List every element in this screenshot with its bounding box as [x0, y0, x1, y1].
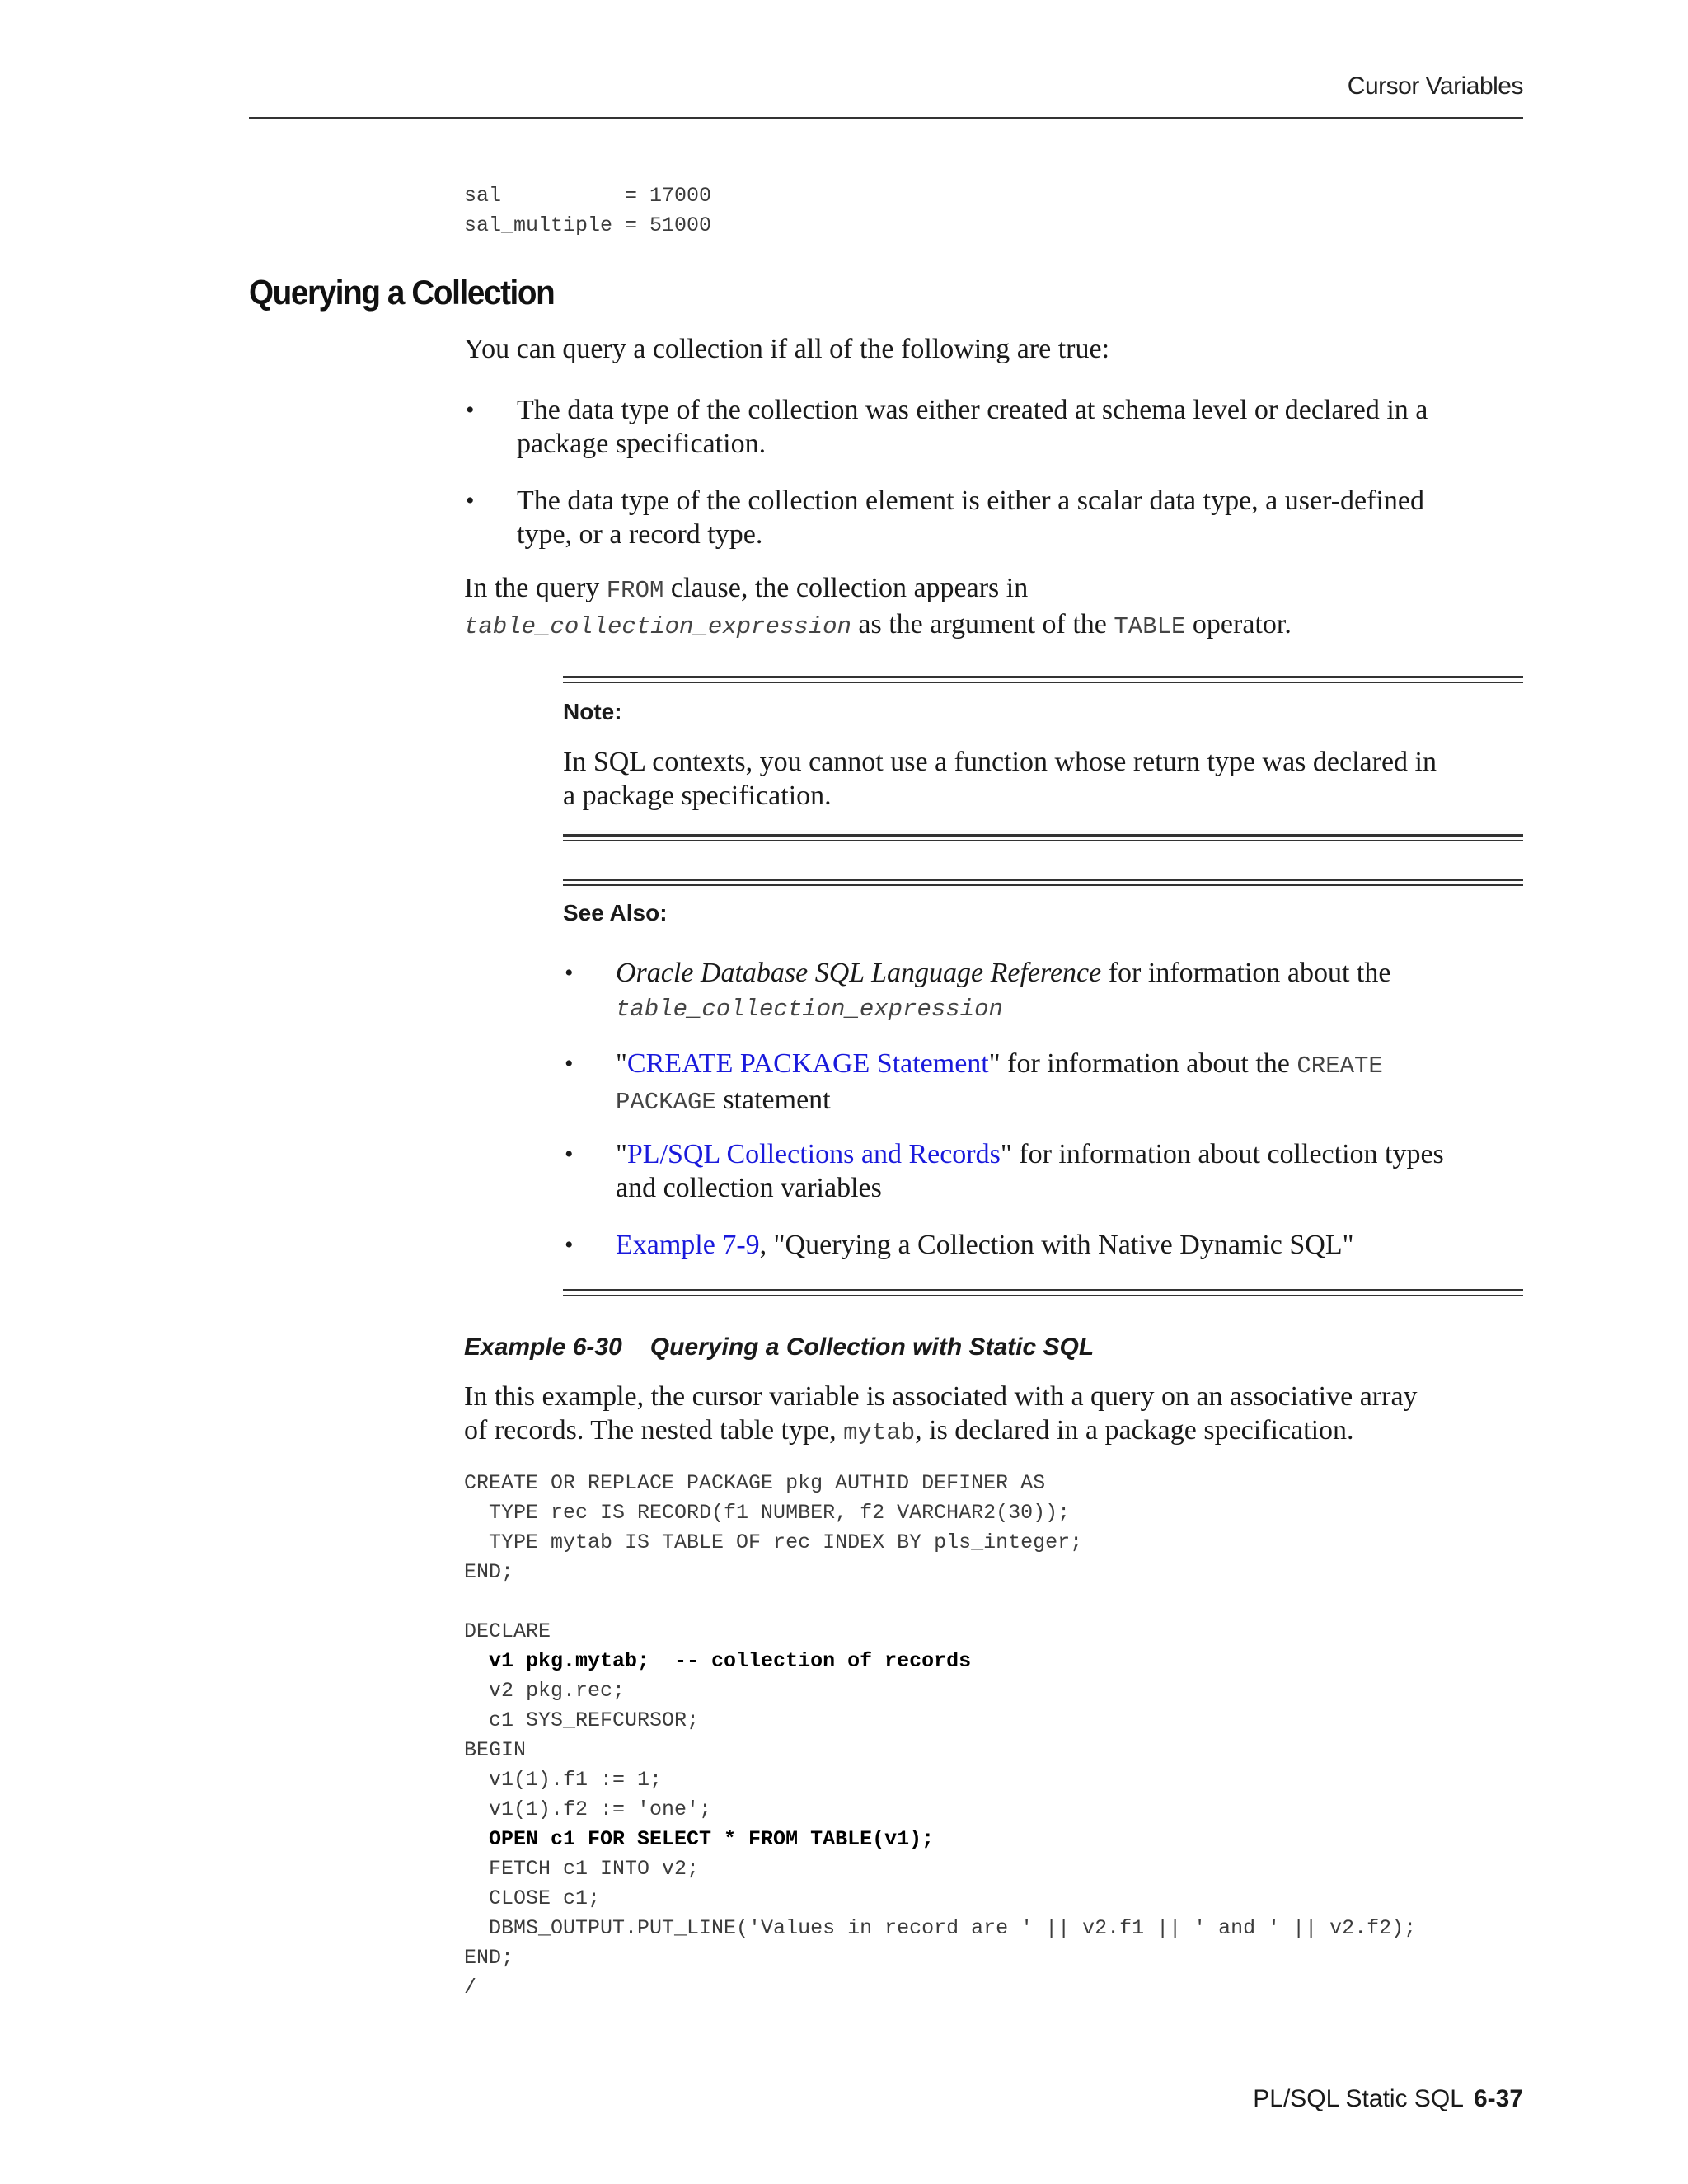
inline-code: CREATE	[1296, 1052, 1383, 1080]
bullet-line: The data type of the collection element is either a scalar data type, a user-defined	[517, 485, 1424, 516]
item-line: and collection variables	[616, 1173, 882, 1203]
note-line: In SQL contexts, you cannot use a function whose return type was declared in	[563, 747, 1437, 777]
text-span: "	[616, 1048, 627, 1079]
section-heading: Querying a Collection	[249, 273, 555, 312]
book-title: Oracle Database SQL Language Reference	[616, 958, 1102, 988]
text-span: In the query	[464, 573, 607, 603]
query-paragraph	[464, 571, 1292, 644]
bullet-marker: •	[565, 959, 574, 987]
code-line: CREATE OR REPLACE PACKAGE pkg AUTHID DEFINER AS	[464, 1471, 1046, 1495]
running-header	[249, 73, 1523, 119]
text-span: of records. The nested table type,	[464, 1415, 844, 1446]
see-also-item	[616, 1228, 1354, 1262]
text-span: "	[616, 1139, 627, 1169]
code-line: sal = 17000	[464, 184, 712, 208]
code-line: END;	[464, 1946, 514, 1970]
bullet-item	[517, 484, 1424, 551]
bullet-marker: •	[565, 1231, 574, 1258]
code-line: v1(1).f2 := 'one';	[464, 1797, 712, 1821]
inline-code: table_collection_expression	[464, 613, 851, 640]
bullet-line: The data type of the collection was either created at schema level or declared in a	[517, 395, 1428, 425]
code-line: sal_multiple = 51000	[464, 213, 712, 237]
code-line-bold: OPEN c1 FOR SELECT * FROM TABLE(v1);	[464, 1827, 935, 1851]
text-span: as the argument of the	[851, 609, 1114, 640]
code-line: TYPE mytab IS TABLE OF rec INDEX BY pls_integer;	[464, 1530, 1083, 1554]
note-top-rule	[563, 676, 1523, 683]
bullet-line: type, or a record type.	[517, 519, 763, 550]
note-body	[563, 745, 1437, 813]
item-line	[616, 956, 1390, 990]
example-description	[464, 1380, 1418, 1450]
code-line: v1(1).f1 := 1;	[464, 1768, 663, 1792]
paragraph-line	[464, 1413, 1418, 1450]
bullet-marker: •	[466, 487, 475, 514]
paragraph-line	[464, 607, 1292, 644]
item-line	[616, 1083, 1383, 1119]
inline-code: PACKAGE	[616, 1089, 716, 1116]
paragraph-line	[464, 571, 1292, 607]
see-also-label: See Also:	[563, 900, 668, 926]
collections-records-link[interactable]: PL/SQL Collections and Records	[626, 1139, 1001, 1169]
code-line: DECLARE	[464, 1619, 551, 1643]
see-also-item	[616, 1137, 1444, 1205]
code-line: c1 SYS_REFCURSOR;	[464, 1708, 700, 1732]
bullet-marker: •	[466, 396, 475, 424]
see-also-bottom-rule	[563, 1289, 1523, 1296]
bullet-marker: •	[565, 1050, 574, 1077]
inline-code: TABLE	[1114, 613, 1186, 640]
text-span: for information about the	[1101, 958, 1391, 988]
code-line-bold: v1 pkg.mytab; -- collection of records	[464, 1649, 972, 1673]
text-span: operator.	[1185, 609, 1292, 640]
paragraph-line: In this example, the cursor variable is associated with a query on an associative array	[464, 1381, 1418, 1412]
item-line	[616, 1137, 1444, 1171]
page-number: 6-37	[1473, 2085, 1523, 2112]
bullet-line: package specification.	[517, 429, 767, 459]
code-line: CLOSE c1;	[464, 1886, 601, 1910]
example-7-9-link[interactable]: Example 7-9	[616, 1230, 760, 1260]
text-span: , "Querying a Collection with Native Dynamic SQL"	[759, 1230, 1354, 1260]
code-line: v2 pkg.rec;	[464, 1679, 626, 1703]
inline-code: table_collection_expression	[616, 996, 1003, 1023]
see-also-item	[616, 956, 1390, 1026]
text-span: , is declared in a package specification.	[915, 1415, 1354, 1446]
inline-code: FROM	[606, 577, 664, 604]
running-header-title: Cursor Variables	[1347, 73, 1523, 100]
text-span: statement	[715, 1085, 831, 1115]
code-line: DBMS_OUTPUT.PUT_LINE('Values in record are ' || v2.f1 || ' and ' || v2.f2);	[464, 1916, 1417, 1940]
code-line: /	[464, 1975, 477, 1999]
see-also-top-rule	[563, 879, 1523, 886]
example-code-block	[464, 1469, 1416, 2003]
text-span: clause, the collection appears in	[663, 573, 1029, 603]
example-number: Example 6-30	[464, 1333, 622, 1361]
page-footer	[1253, 2085, 1523, 2113]
code-line: FETCH c1 INTO v2;	[464, 1857, 700, 1881]
code-line: BEGIN	[464, 1738, 527, 1762]
example-name: Querying a Collection with Static SQL	[649, 1333, 1095, 1361]
code-output-block	[464, 181, 711, 241]
item-line	[616, 1228, 1354, 1262]
bullet-marker: •	[565, 1141, 574, 1168]
item-line	[616, 1047, 1383, 1083]
inline-code: mytab	[843, 1419, 916, 1446]
note-bottom-rule	[563, 834, 1523, 841]
footer-section: PL/SQL Static SQL	[1253, 2085, 1464, 2112]
section-intro: You can query a collection if all of the following are true:	[464, 334, 1110, 364]
code-line: TYPE rec IS RECORD(f1 NUMBER, f2 VARCHAR2(30));	[464, 1501, 1071, 1525]
see-also-item	[616, 1047, 1383, 1119]
example-title	[464, 1333, 1094, 1361]
note-line: a package specification.	[563, 780, 832, 811]
item-line	[616, 990, 1390, 1026]
create-package-link[interactable]: CREATE PACKAGE Statement	[626, 1048, 989, 1079]
text-span: " for information about the	[988, 1048, 1297, 1079]
bullet-item	[517, 393, 1428, 461]
code-line: END;	[464, 1560, 514, 1584]
text-span: " for information about collection types	[1000, 1139, 1444, 1169]
note-label: Note:	[563, 699, 622, 724]
